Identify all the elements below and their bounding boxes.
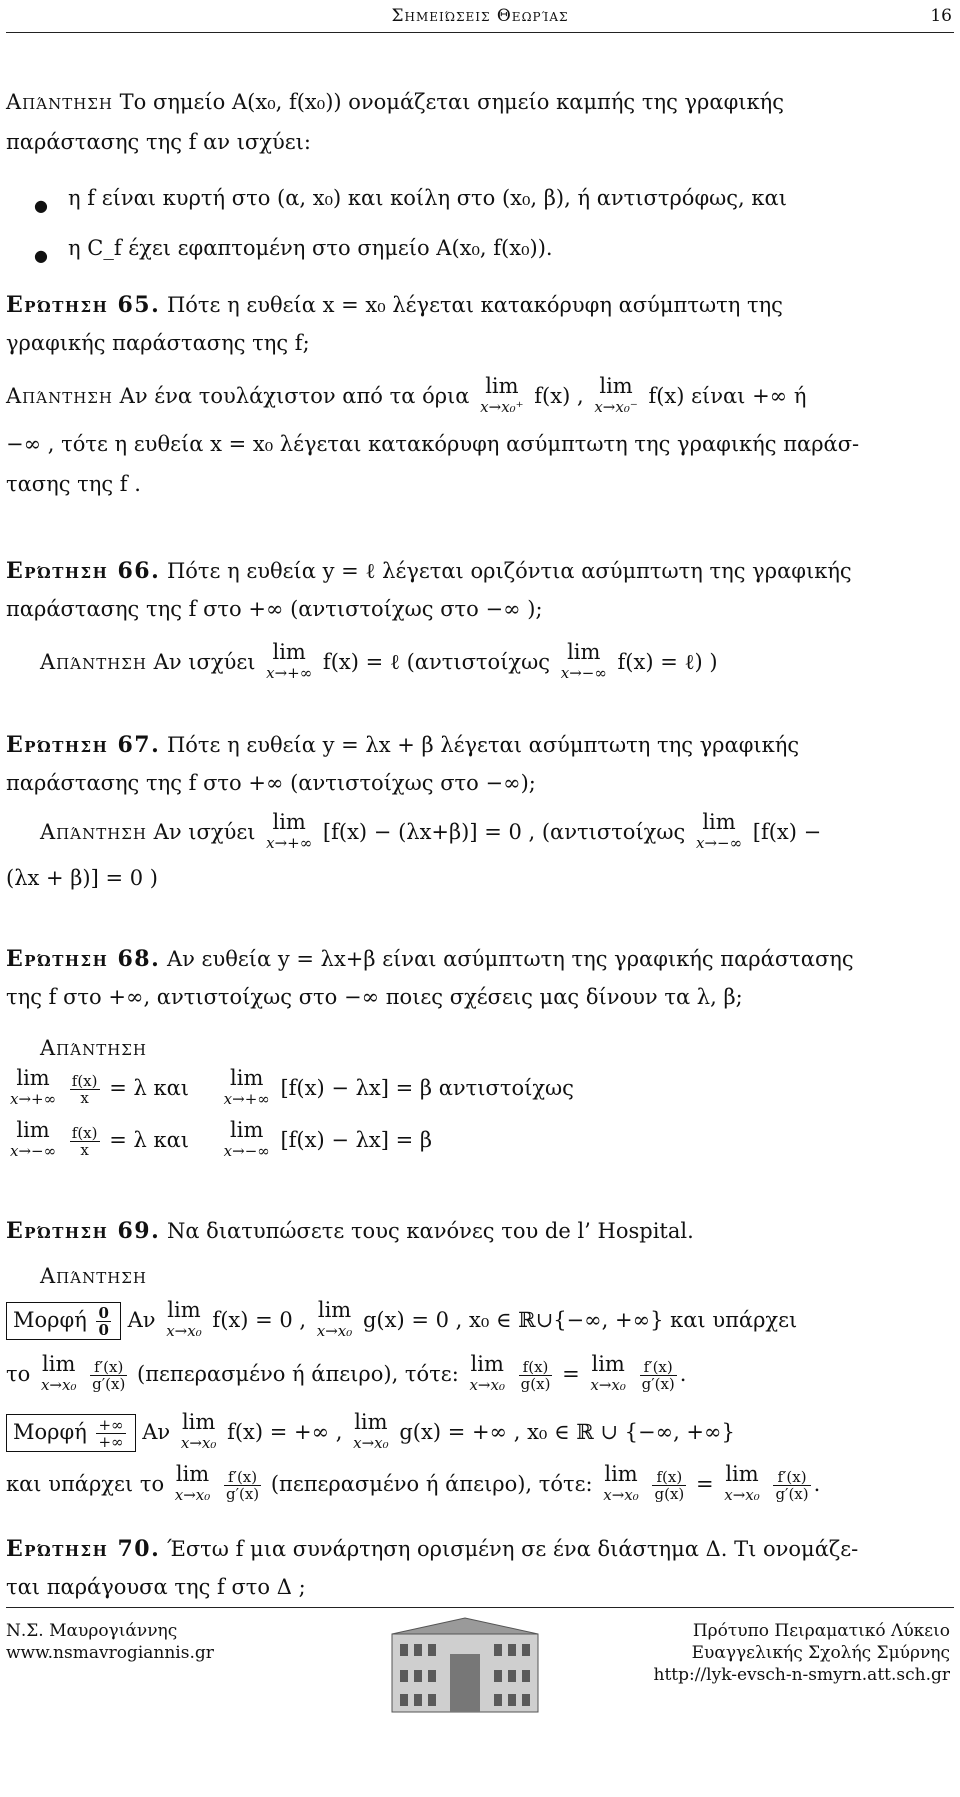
question-text: Πότε η ευθεία y = λx + β λέγεται ασύμπτωτη της γραφικής xyxy=(166,733,800,757)
bullet-item-2: η C_f έχει εφαπτομένη στο σημείο A(x₀, f(x₀)). xyxy=(68,236,553,260)
answer-65-cont xyxy=(6,424,950,504)
question-text: Αν ευθεία y = λx+β είναι ασύμπτωτη της γραφικής παράστασης xyxy=(166,947,854,971)
limit-expression: lim x→−∞ xyxy=(560,640,607,682)
answer-text: Αν ισχύει xyxy=(153,820,256,844)
limit-expression: lim x→+∞ xyxy=(10,1066,57,1108)
answer-label: Απάντηση xyxy=(40,1264,147,1288)
answer-text: f(x) = 0 , xyxy=(212,1308,307,1332)
rule-form-1-cont: το lim x→x₀ $\frac{f'(x)}{g'(x)}$ (πεπερασμένο ή άπειρο), τότε: lim x→x₀ $\frac{f(x)}{g(x)}$ = lim x→x₀ $\frac{f'(x)}{g'(x)}$ . xyxy=(6,1352,687,1394)
rule-form-2-cont: και υπάρχει το lim x→x₀ $\frac{f'(x)}{g'(x)}$ (πεπερασμένο ή άπειρο), τότε: lim x→x₀ $\frac{f(x)}{g(x)}$ = lim x→x₀ $\frac{f'(x)}{g'(x)}$ . xyxy=(6,1462,821,1504)
answer-text: και υπάρχει το xyxy=(6,1472,165,1496)
question-68 xyxy=(6,940,950,1016)
fraction: $\frac{f(x)}{g(x)}$ xyxy=(520,1357,551,1393)
bullet-item-1: η f είναι κυρτή στο (α, x₀) και κοίλη στο (x₀, β), ή αντιστρόφως, και xyxy=(68,186,787,210)
limit-expression: lim x→x₀ xyxy=(316,1298,353,1340)
question-69 xyxy=(6,1212,950,1250)
footer-school-1: Πρότυπο Πειραματικό Λύκειο xyxy=(692,1621,950,1641)
answer-text: Αν ένα τουλάχιστον από τα όρια xyxy=(119,384,470,408)
limit-expression: lim x→x₀ xyxy=(724,1462,760,1504)
intro-text-1: Το σημείο A(x₀, f(x₀)) ονομάζεται σημείο καμπής της γραφικής xyxy=(119,90,784,114)
intro-answer xyxy=(6,82,950,162)
answer-label: Απάντηση xyxy=(40,650,147,674)
answer-text: Αν xyxy=(127,1308,156,1332)
school-building-image xyxy=(390,1614,540,1714)
answer-text: Αν xyxy=(142,1420,171,1444)
answer-label: Απάντηση xyxy=(6,90,113,114)
limit-expression: lim x→+∞ xyxy=(266,810,313,852)
limit-expression: lim x→x₀ xyxy=(166,1298,202,1340)
limit-expression: lim x→+∞ xyxy=(223,1066,270,1108)
intro-text-2: παράστασης της f αν ισχύει: xyxy=(6,130,311,154)
limit-expression: lim x→x₀ xyxy=(180,1410,217,1452)
answer-67-cont: (λx + β)] = 0 ) xyxy=(6,866,158,890)
limit-expression: lim x→x₀⁻ xyxy=(594,374,638,416)
fraction: $\frac{f'(x)}{g'(x)}$ xyxy=(775,1467,809,1503)
limit-expression: lim x→x₀ xyxy=(174,1462,211,1504)
question-70 xyxy=(6,1530,950,1606)
answer-68-row-2 xyxy=(6,1120,950,1160)
question-66 xyxy=(6,552,950,628)
limit-expression: lim x→−∞ xyxy=(10,1118,57,1160)
answer-68-row-1 xyxy=(6,1068,950,1108)
rule-form-2 xyxy=(6,1412,950,1452)
answer-text: (πεπερασμένο ή άπειρο), τότε: xyxy=(270,1472,593,1496)
footer-author: Ν.Σ. Μαυρογιάννης xyxy=(6,1621,178,1641)
question-text: ται παράγουσα της f στο Δ ; xyxy=(6,1575,306,1599)
fraction: $\frac{f'(x)}{g'(x)}$ xyxy=(225,1467,260,1503)
fraction: $\frac{f(x)}{g(x)}$ xyxy=(654,1467,685,1503)
limit-expression: lim x→x₀ xyxy=(353,1410,389,1452)
fraction: $\frac{f'(x)}{g'(x)}$ xyxy=(641,1357,675,1393)
answer-text: Αν ισχύει xyxy=(153,650,256,674)
form-box: Μορφή $\frac{0}{0}$ xyxy=(6,1302,121,1340)
page-number: 16 xyxy=(930,6,952,26)
bullet-icon: ● xyxy=(34,196,48,215)
limit-expression: lim x→x₀ xyxy=(469,1352,505,1394)
answer-text: g(x) = +∞ , x₀ ∈ ℝ ∪ {−∞, +∞} xyxy=(399,1420,735,1444)
limit-expression: lim x→x₀ xyxy=(603,1462,639,1504)
limit-expression: lim x→−∞ xyxy=(223,1118,270,1160)
answer-67 xyxy=(40,812,960,852)
limit-expression: lim x→−∞ xyxy=(695,810,743,852)
question-label: Ερώτηση 68. xyxy=(6,946,161,972)
footer-author-site: www.nsmavrogiannis.gr xyxy=(6,1643,214,1663)
footer-school-site: http://lyk-evsch-n-smyrn.att.sch.gr xyxy=(653,1665,950,1685)
limit-expression: lim x→x₀ xyxy=(40,1352,77,1394)
rule-form-1 xyxy=(6,1300,950,1340)
answer-label-69 xyxy=(40,1256,960,1296)
answer-text: = λ και xyxy=(109,1128,189,1152)
question-label: Ερώτηση 65. xyxy=(6,292,161,318)
answer-65 xyxy=(6,376,950,416)
fraction: $\frac{f(x)}{x}$ xyxy=(71,1123,98,1159)
question-label: Ερώτηση 69. xyxy=(6,1218,161,1244)
question-label: Ερώτηση 67. xyxy=(6,732,161,758)
header-rule xyxy=(6,32,954,33)
limit-expression: lim x→x₀ xyxy=(590,1352,626,1394)
answer-text: τασης της f . xyxy=(6,472,141,496)
answer-text: [f(x) − (λx+β)] = 0 , (αντιστοίχως xyxy=(322,820,686,844)
question-text: Πότε η ευθεία x = x₀ λέγεται κατακόρυφη ασύμπτωτη της xyxy=(166,293,783,317)
answer-66 xyxy=(40,642,960,682)
limit-expression: lim x→x₀⁺ xyxy=(480,374,524,416)
question-text: παράστασης της f στο +∞ (αντιστοίχως στο −∞ ); xyxy=(6,597,543,621)
answer-text: f(x) , xyxy=(534,384,584,408)
question-text: παράστασης της f στο +∞ (αντιστοίχως στο −∞); xyxy=(6,771,536,795)
answer-text: [f(x) − xyxy=(752,820,822,844)
fraction: $\frac{f'(x)}{g'(x)}$ xyxy=(92,1357,126,1393)
answer-text: f(x) = ℓ (αντιστοίχως xyxy=(322,650,551,674)
fraction: $\frac{+\infty}{+\infty}$ xyxy=(98,1415,124,1451)
form-box: Μορφή $\frac{+\infty}{+\infty}$ xyxy=(6,1414,136,1452)
answer-text: [f(x) − λx] = β xyxy=(280,1128,433,1152)
question-text: Πότε η ευθεία y = ℓ λέγεται οριζόντια ασύμπτωτη της γραφικής xyxy=(166,559,852,583)
fraction: $\frac{f(x)}{x}$ xyxy=(71,1071,98,1107)
header-title: Σημειώσεις Θεωρίας xyxy=(391,6,569,26)
question-text: της f στο +∞, αντιστοίχως στο −∞ ποιες σχέσεις μας δίνουν τα λ, β; xyxy=(6,985,743,1009)
answer-text: f(x) = ℓ) ) xyxy=(617,650,718,674)
fraction: $\frac{0}{0}$ xyxy=(98,1303,109,1339)
answer-text: g(x) = 0 , x₀ ∈ ℝ∪{−∞, +∞} και υπάρχει xyxy=(362,1308,798,1332)
answer-label: Απάντηση xyxy=(40,1036,147,1060)
answer-label: Απάντηση xyxy=(40,820,147,844)
answer-label-68 xyxy=(40,1028,960,1068)
question-text: Να διατυπώσετε τους κανόνες του de l’ Hospital. xyxy=(166,1219,694,1243)
answer-text: [f(x) − λx] = β αντιστοίχως xyxy=(280,1076,574,1100)
footer-school-2: Ευαγγελικής Σχολής Σμύρνης xyxy=(691,1643,950,1663)
bullet-icon: ● xyxy=(34,246,48,265)
answer-text: (πεπερασμένο ή άπειρο), τότε: xyxy=(137,1362,459,1386)
question-65 xyxy=(6,286,950,362)
answer-text: το xyxy=(6,1362,31,1386)
question-67 xyxy=(6,726,950,802)
question-text: Έστω f μια συνάρτηση ορισμένη σε ένα διάστημα Δ. Τι ονομάζε- xyxy=(166,1537,859,1561)
answer-text: f(x) = +∞ , xyxy=(227,1420,343,1444)
answer-text: −∞ , τότε η ευθεία x = x₀ λέγεται κατακόρυφη ασύμπτωτη της γραφικής παράσ- xyxy=(6,432,860,456)
question-label: Ερώτηση 70. xyxy=(6,1536,161,1562)
question-label: Ερώτηση 66. xyxy=(6,558,161,584)
answer-label: Απάντηση xyxy=(6,384,113,408)
answer-text: f(x) είναι +∞ ή xyxy=(648,384,807,408)
answer-text: = λ και xyxy=(109,1076,189,1100)
question-text: γραφικής παράστασης της f; xyxy=(6,331,310,355)
footer-rule xyxy=(6,1607,954,1608)
limit-expression: lim x→+∞ xyxy=(266,640,313,682)
